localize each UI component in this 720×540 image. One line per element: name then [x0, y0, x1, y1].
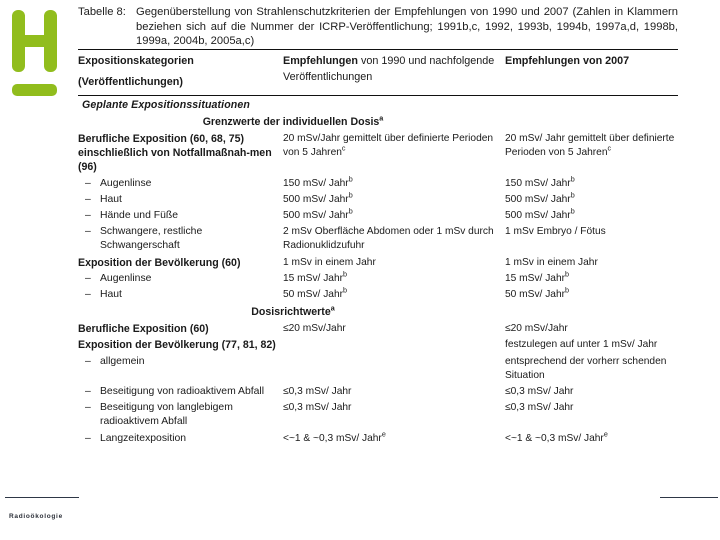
subheading-dose-constraints-text: Dosisrichtwerte [251, 306, 331, 319]
table-row [78, 287, 678, 303]
row-label-text: Schwangere, restliche Schwangerschaft [100, 226, 203, 252]
row-value-2007-text: entsprechend der vorherr schenden Situation [505, 355, 667, 381]
row-value-1990-text: ≤0,3 mSv/ Jahr [283, 402, 352, 414]
header-categories-line2: (Veröffentlichungen) [78, 75, 183, 88]
row-value-2007-text: 500 mSv/ Jahr [505, 193, 571, 205]
bullet-dash-icon: – [85, 210, 91, 222]
row-value-1990 [283, 269, 505, 286]
row-value-2007-text: 15 mSv/ Jahr [505, 272, 566, 284]
row-item-label [78, 209, 283, 223]
institute-logo [8, 8, 66, 100]
row-value-2007-text: festzulegen auf unter 1 mSv/ Jahr [505, 339, 658, 351]
footer-label: Radioökologie [9, 513, 63, 520]
bullet-dash-icon: – [85, 272, 91, 284]
row-value-2007-footnote: e [603, 429, 608, 439]
row-value-2007 [505, 269, 678, 286]
table-row [78, 354, 678, 384]
row-label-text: Augenlinse [100, 272, 152, 284]
row-value-2007-text: 1 mSv in einem Jahr [505, 256, 598, 268]
row-value-1990-text: 20 mSv/Jahr gemittelt über definierte Perioden von 5 Jahren [283, 133, 494, 159]
row-value-2007-footnote: b [565, 269, 570, 279]
row-item-label [78, 225, 283, 253]
row-value-1990 [283, 385, 505, 399]
table-row [78, 208, 678, 224]
row-value-2007 [505, 322, 678, 336]
row-label-text: Berufliche Exposition (60) [78, 323, 209, 336]
subheading-dose-constraints [78, 303, 508, 321]
subheading-dose-constraints-footnote: a [330, 303, 335, 313]
bullet-dash-icon: – [85, 402, 91, 414]
row-value-2007 [505, 385, 678, 399]
row-item-label [78, 177, 283, 191]
footer-rule-right [660, 497, 718, 498]
row-value-1990 [283, 190, 505, 207]
row-label-text: Haut [100, 289, 122, 301]
table-row [78, 321, 678, 337]
row-value-2007-text: 150 mSv/ Jahr [505, 177, 571, 189]
subheading-dose-limits-text: Grenzwerte der individuellen Dosis [202, 116, 380, 128]
row-label-text: allgemein [100, 355, 145, 367]
row-item-label [78, 385, 283, 399]
row-item-label [78, 355, 283, 369]
row-value-2007-footnote: b [570, 190, 575, 200]
row-value-1990-footnote: b [343, 285, 348, 295]
row-label-text: Haut [100, 193, 122, 205]
row-item-label [78, 193, 283, 207]
row-group-label [78, 322, 283, 336]
header-cell-1990 [283, 54, 505, 85]
row-value-1990-footnote: b [348, 174, 353, 184]
bullet-dash-icon: – [85, 177, 91, 189]
row-group-label [78, 256, 283, 270]
subheading-dose-limits [78, 113, 508, 131]
row-value-2007-text: <~1 & ~0,3 mSv/ Jahr [505, 432, 604, 444]
bullet-dash-icon: – [85, 193, 91, 205]
comparison-table [78, 49, 678, 447]
bullet-dash-icon: – [85, 226, 91, 238]
table-caption [78, 5, 678, 49]
row-value-2007 [505, 190, 678, 207]
row-value-1990-footnote: e [381, 429, 386, 439]
row-value-1990-text: 15 mSv/ Jahr [283, 272, 344, 284]
header-cell-2007: Empfehlungen von 2007 [505, 55, 630, 67]
table-row [78, 384, 678, 400]
row-value-2007 [505, 355, 678, 383]
row-label-text: Beseitigung von radioaktivem Abfall [100, 386, 265, 398]
header-1990-rest: von 1990 und nachfolgende Veröffentlichungen [283, 55, 495, 83]
row-value-1990 [283, 401, 505, 415]
row-item-label [78, 401, 283, 429]
row-value-2007-footnote: b [570, 206, 575, 216]
row-value-1990 [283, 285, 505, 302]
row-value-2007 [505, 256, 678, 270]
table-row [78, 255, 678, 271]
row-item-label [78, 272, 283, 286]
row-value-1990-text: ≤0,3 mSv/ Jahr [283, 386, 352, 398]
row-value-1990-text: 1 mSv in einem Jahr [283, 256, 376, 268]
table-row [78, 192, 678, 208]
logo-underline-bar [12, 84, 57, 96]
row-value-1990 [283, 322, 505, 336]
caption-label: Tabelle 8: [78, 6, 126, 18]
row-value-2007-footnote: c [607, 143, 612, 153]
row-value-1990-text: 500 mSv/ Jahr [283, 193, 349, 205]
caption-text: Gegenüberstellung von Strahlenschutzkriterien der Empfehlungen von 1990 und 2007 (Zahlen in Klammern beziehen sich auf die Nummer der ICRP-Veröffentlichung; 1991b,c, 1992, 1993b, 1994b, 1997a,d, 1998b, 1999a, 2004b, 2005a,c) [136, 6, 678, 48]
header-1990-bold: Empfehlungen [283, 55, 358, 67]
table-row [78, 271, 678, 287]
row-value-1990-footnote: b [348, 190, 353, 200]
row-value-2007 [505, 285, 678, 302]
row-value-2007-footnote: b [570, 174, 575, 184]
section-title-planned-exposure: Geplante Expositionssituationen [82, 99, 250, 111]
row-item-label [78, 288, 283, 302]
row-value-1990-text: ≤20 mSv/Jahr [283, 323, 346, 335]
subheading-dose-limits-footnote: a [379, 113, 384, 123]
row-value-1990 [283, 132, 505, 160]
bullet-dash-icon: – [85, 432, 91, 444]
table-row [78, 224, 678, 254]
header-categories-line1: Expositionskategorien [78, 55, 194, 67]
row-label-text: Hände und Füße [100, 210, 178, 222]
table-row [78, 431, 678, 447]
row-value-1990-text: 2 mSv Oberfläche Abdomen oder 1 mSv durch Radionuklidzufuhr [283, 226, 494, 252]
row-value-2007-text: ≤20 mSv/Jahr [505, 323, 568, 335]
table-row [78, 400, 678, 430]
row-value-1990-text: 150 mSv/ Jahr [283, 177, 349, 189]
table-row [78, 176, 678, 192]
bullet-dash-icon: – [85, 289, 91, 301]
row-value-1990-text: 50 mSv/ Jahr [283, 289, 344, 301]
table-row [78, 131, 678, 176]
row-value-2007-footnote: b [565, 285, 570, 295]
row-value-2007-text: ≤0,3 mSv/ Jahr [505, 386, 574, 398]
row-value-1990 [283, 429, 505, 446]
row-label-text: Exposition der Bevölkerung (60) [78, 256, 241, 269]
bullet-dash-icon: – [85, 386, 91, 398]
row-value-2007-text: 500 mSv/ Jahr [505, 210, 571, 222]
row-value-1990 [283, 256, 505, 270]
table-body-dose-constraints [78, 321, 678, 447]
row-group-label [78, 132, 283, 175]
row-value-2007-text: 50 mSv/ Jahr [505, 289, 566, 301]
row-value-1990-text: 500 mSv/ Jahr [283, 210, 349, 222]
row-value-2007-text: 1 mSv Embryo / Fötus [505, 226, 606, 238]
row-value-2007 [505, 225, 678, 239]
row-value-1990-footnote: b [343, 269, 348, 279]
row-value-2007 [505, 429, 678, 446]
row-value-1990-footnote: c [341, 143, 346, 153]
header-cell-categories [78, 54, 283, 90]
table-header-row [78, 50, 678, 96]
logo-h-crossbar [12, 35, 57, 47]
row-value-2007 [505, 174, 678, 191]
row-value-2007 [505, 401, 678, 415]
row-label-text: Exposition der Bevölkerung (77, 81, 82) [78, 339, 276, 352]
footer-rule-left [5, 497, 79, 498]
row-value-1990 [283, 225, 505, 253]
row-label-text: Langzeitexposition [100, 432, 187, 444]
row-label-text: Beseitigung von langlebigem radioaktivem Abfall [100, 402, 233, 428]
bullet-dash-icon: – [85, 355, 91, 367]
row-value-2007-text: 20 mSv/ Jahr gemittelt über definierte Perioden von 5 Jahren [505, 133, 675, 159]
row-value-1990 [283, 174, 505, 191]
row-label-text: Berufliche Exposition (60, 68, 75) einschließlich von Notfallmaßnah-men (96) [78, 133, 272, 174]
table-body-dose-limits [78, 131, 678, 303]
row-value-2007 [505, 132, 678, 160]
row-value-1990-footnote: b [348, 206, 353, 216]
row-label-text: Augenlinse [100, 177, 152, 189]
table-row [78, 337, 678, 353]
row-value-1990 [283, 206, 505, 223]
row-value-1990-text: <~1 & ~0,3 mSv/ Jahr [283, 432, 382, 444]
row-value-2007 [505, 338, 678, 352]
row-item-label [78, 432, 283, 446]
row-value-2007-text: ≤0,3 mSv/ Jahr [505, 402, 574, 414]
row-value-2007 [505, 206, 678, 223]
row-group-label [78, 338, 283, 352]
